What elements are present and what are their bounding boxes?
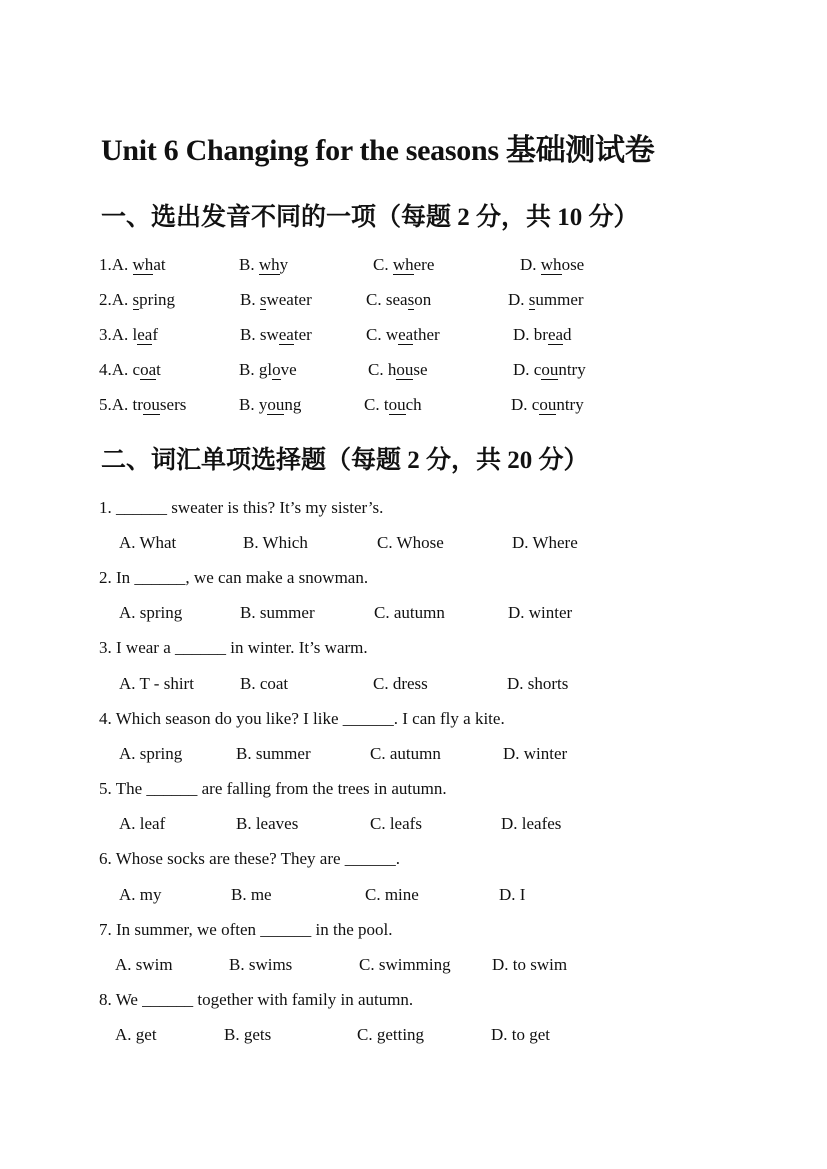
answer-option: B. Which <box>243 533 308 552</box>
underlined-letters: ou <box>539 395 557 414</box>
question-stem: 8. We ______ together with family in autumn. <box>99 990 414 1009</box>
underlined-letters: o <box>272 360 281 379</box>
option-letter: C. <box>364 395 384 414</box>
phonics-option <box>364 395 422 415</box>
phonics-option <box>511 395 584 415</box>
phonics-option <box>99 360 161 380</box>
item-number: 5. <box>99 395 112 414</box>
answer-option: D. winter <box>503 744 568 763</box>
word-part: sea <box>385 290 408 309</box>
word-part: w <box>385 325 399 344</box>
phonics-option <box>239 395 301 415</box>
word-part: pring <box>139 290 176 309</box>
word-part: sers <box>159 395 187 414</box>
question-stem: 6. Whose socks are these? They are ______. <box>99 849 401 868</box>
word-part: se <box>413 360 428 379</box>
answer-option: A. leaf <box>119 814 166 833</box>
word-part: ter <box>293 325 312 344</box>
underlined-letters: ea <box>137 325 153 344</box>
answer-option: D. shorts <box>507 674 569 693</box>
section-2-heading: 二、词汇单项选择题（每题 2 分，共 20 分） <box>101 447 589 474</box>
underlined-letters: ou <box>541 360 559 379</box>
question-stem: 7. In summer, we often ______ in the pool. <box>99 920 393 939</box>
answer-option: A. T - shirt <box>119 674 194 693</box>
answer-option: D. winter <box>508 603 573 622</box>
underlined-letters: wh <box>258 255 280 274</box>
answer-option: B. swims <box>229 955 293 974</box>
option-letter: A. <box>111 360 133 379</box>
word-part: br <box>533 325 548 344</box>
answer-option: C. Whose <box>377 533 444 552</box>
answer-option: D. Where <box>512 533 578 552</box>
word-part: c <box>132 360 141 379</box>
underlined-letters: wh <box>392 255 414 274</box>
answer-option: C. leafs <box>370 814 422 833</box>
option-letter: C. <box>368 360 388 379</box>
option-letter: C. <box>366 290 386 309</box>
question-stem: 3. I wear a ______ in winter. It’s warm. <box>99 638 368 657</box>
underlined-letters: ou <box>142 395 160 414</box>
answer-option: A. What <box>119 533 177 552</box>
word-part: c <box>533 360 542 379</box>
underlined-letters: s <box>132 290 140 309</box>
item-number: 2. <box>99 290 112 309</box>
underlined-letters: ea <box>278 325 294 344</box>
option-letter: D. <box>513 325 534 344</box>
phonics-option <box>513 360 586 380</box>
phonics-option <box>99 290 175 310</box>
option-letter: C. <box>373 255 393 274</box>
answer-option: C. autumn <box>370 744 441 763</box>
option-letter: D. <box>520 255 541 274</box>
phonics-option <box>240 325 312 345</box>
option-letter: B. <box>239 255 259 274</box>
option-letter: D. <box>511 395 532 414</box>
word-part: ntry <box>556 395 584 414</box>
underlined-letters: wh <box>540 255 562 274</box>
answer-option: C. mine <box>365 885 419 904</box>
phonics-option <box>508 290 584 310</box>
option-letter: B. <box>239 395 259 414</box>
answer-option: A. my <box>119 885 162 904</box>
answer-option: D. to get <box>491 1025 551 1044</box>
answer-option: A. spring <box>119 744 183 763</box>
phonics-option <box>513 325 572 345</box>
answer-option: B. gets <box>224 1025 272 1044</box>
answer-option: D. to swim <box>492 955 568 974</box>
answer-option: A. get <box>115 1025 157 1044</box>
word-part: on <box>414 290 432 309</box>
underlined-letters: ou <box>267 395 285 414</box>
answer-option: B. coat <box>240 674 289 693</box>
answer-option: B. summer <box>236 744 311 763</box>
underlined-letters: s <box>528 290 536 309</box>
option-letter: B. <box>240 325 260 344</box>
word-part: y <box>279 255 289 274</box>
option-letter: A. <box>111 325 133 344</box>
phonics-option <box>373 255 434 275</box>
word-part: ng <box>284 395 302 414</box>
option-letter: B. <box>239 360 259 379</box>
word-part: ere <box>413 255 435 274</box>
answer-option: C. getting <box>357 1025 425 1044</box>
option-letter: C. <box>366 325 386 344</box>
underlined-letters: ou <box>388 395 406 414</box>
word-part: at <box>153 255 166 274</box>
word-part: h <box>387 360 397 379</box>
word-part: ntry <box>558 360 586 379</box>
word-part: tr <box>132 395 143 414</box>
phonics-option <box>240 290 312 310</box>
section-1-heading: 一、选出发音不同的一项（每题 2 分，共 10 分） <box>101 204 639 231</box>
underlined-letters: wh <box>132 255 154 274</box>
answer-option: B. summer <box>240 603 315 622</box>
answer-option: C. swimming <box>359 955 451 974</box>
item-number: 4. <box>99 360 112 379</box>
word-part: y <box>258 395 268 414</box>
option-letter: A. <box>111 395 133 414</box>
word-part: ummer <box>535 290 584 309</box>
word-part: sw <box>259 325 279 344</box>
question-stem: 2. In ______, we can make a snowman. <box>99 568 369 587</box>
phonics-option <box>99 395 186 415</box>
option-letter: D. <box>513 360 534 379</box>
phonics-option <box>239 360 297 380</box>
word-part: ve <box>280 360 297 379</box>
word-part: weater <box>266 290 312 309</box>
answer-option: A. swim <box>115 955 173 974</box>
phonics-option <box>366 290 431 310</box>
answer-option: C. autumn <box>374 603 445 622</box>
underlined-letters: oa <box>140 360 157 379</box>
phonics-option <box>99 325 158 345</box>
underlined-letters: ea <box>398 325 414 344</box>
option-letter: B. <box>240 290 260 309</box>
question-stem: 4. Which season do you like? I like ______. I can fly a kite. <box>99 709 505 728</box>
word-part: ther <box>413 325 440 344</box>
option-letter: A. <box>111 290 133 309</box>
phonics-option <box>99 255 166 275</box>
word-part: gl <box>258 360 273 379</box>
question-stem: 5. The ______ are falling from the trees in autumn. <box>99 779 447 798</box>
word-part: d <box>563 325 572 344</box>
phonics-option <box>520 255 584 275</box>
answer-option: A. spring <box>119 603 183 622</box>
phonics-option <box>366 325 440 345</box>
phonics-option <box>368 360 428 380</box>
option-letter: A. <box>111 255 133 274</box>
page-title: Unit 6 Changing for the seasons 基础测试卷 <box>101 134 655 167</box>
word-part: t <box>156 360 161 379</box>
word-part: ch <box>405 395 422 414</box>
option-letter: D. <box>508 290 529 309</box>
phonics-option <box>239 255 288 275</box>
word-part: t <box>383 395 389 414</box>
answer-option: D. I <box>499 885 526 904</box>
item-number: 1. <box>99 255 112 274</box>
answer-option: B. me <box>231 885 272 904</box>
word-part: l <box>132 325 138 344</box>
item-number: 3. <box>99 325 112 344</box>
answer-option: B. leaves <box>236 814 299 833</box>
underlined-letters: ea <box>547 325 564 344</box>
question-stem: 1. ______ sweater is this? It’s my sister’s. <box>99 498 384 517</box>
word-part: c <box>531 395 540 414</box>
underlined-letters: ou <box>396 360 414 379</box>
answer-option: D. leafes <box>501 814 562 833</box>
answer-option: C. dress <box>373 674 428 693</box>
word-part: f <box>152 325 159 344</box>
underlined-letters: s <box>407 290 415 309</box>
underlined-letters: s <box>259 290 267 309</box>
word-part: ose <box>561 255 585 274</box>
